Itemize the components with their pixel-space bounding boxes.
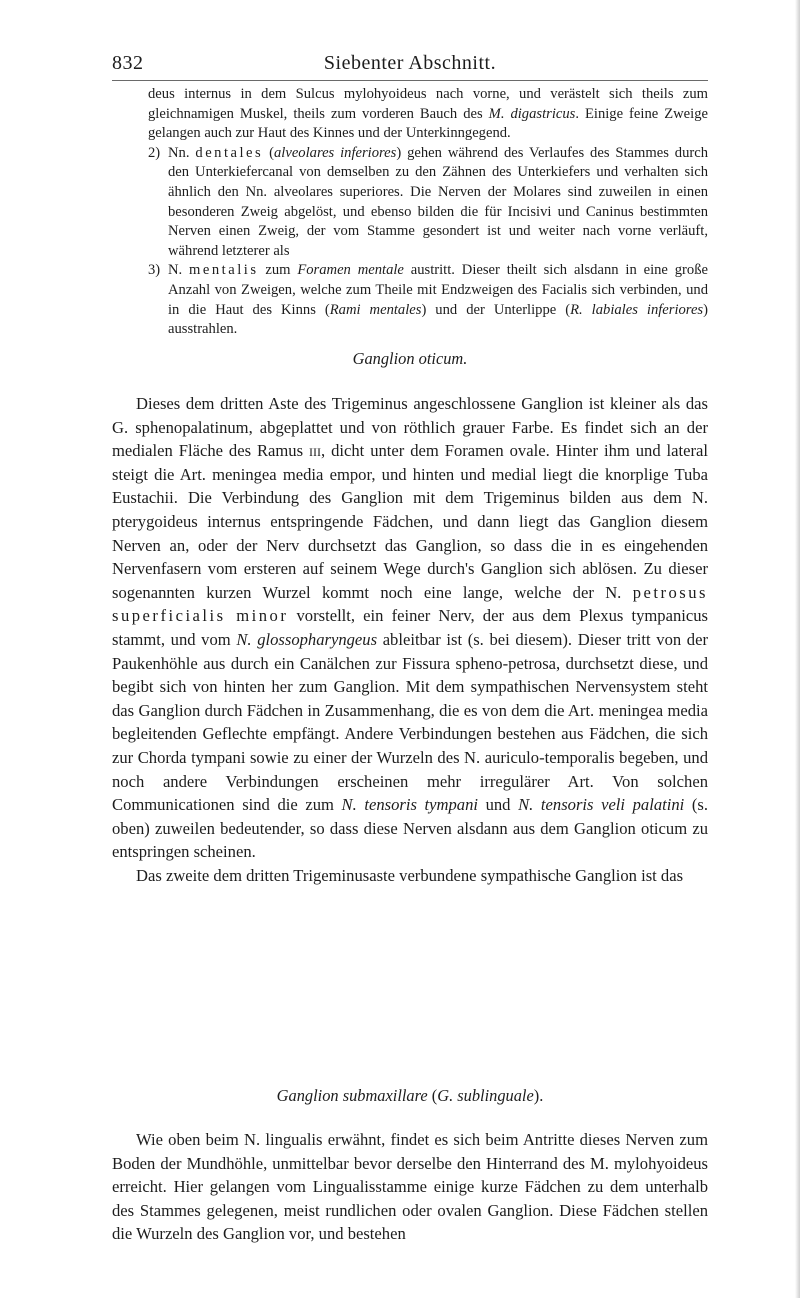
page-number: 832	[112, 52, 144, 74]
paragraph: Das zweite dem dritten Trigeminusaste verbundene sympathische Ganglion ist das	[136, 865, 684, 885]
list-item-mentalis: 3) N. mentalis zum Foramen mentale austritt. Dieser theilt sich alsdann in eine große Anzahl von Zweigen, welche zum Theile mit Endzweigen des Facialis sich verbinden, und in die Haut des Kinns (Rami mentales) und der Unterlippe (R. labiales inferiores) ausstrahlen.	[148, 262, 708, 338]
section-heading-ganglion-submaxillare: Ganglion submaxillare (G. sublinguale).	[276, 1086, 544, 1105]
paragraph: Wie oben beim N. lingualis erwähnt, findet es sich beim Antritte dieses Nerven zum Boden der Mundhöhle, unmittelbar bevor derselbe den Hinterrand des M. mylohyoideus erreicht. Hier gelangen vom Lingualisstamme einige kurze Fädchen zu dem unterhalb des Stammes gelegenen, meist rundlichen oder ovalen Ganglion. Diese Fädchen stellen die Wurzeln des Ganglion vor, und bestehen	[112, 1130, 708, 1244]
header-rule	[112, 80, 708, 81]
section-body-ganglion-submaxillare	[112, 1128, 708, 1246]
section-heading-ganglion-oticum: Ganglion oticum.	[352, 349, 468, 368]
continued-paragraph: deus internus in dem Sulcus mylohyoideus nach vorne, und verästelt sich theils zum gleichnamigen Muskel, theils zum vorderen Bauch des M. digastricus. Einige feine Zweige gelangen auch zur Haut des Kinnes und der Unterkinngegend.	[148, 86, 708, 142]
list-item-dentales: 2) Nn. dentales (alveolares inferiores) gehen während des Verlaufes des Stammes durch den Unterkiefercanal von demselben zu den Zähnen des Unterkiefers und verhalten sich ähnlich den Nn. alveolares superiores. Die Nerven der Molares sind zuweilen in einen besonderen Zweig abgelöst, und ebenso bilden die für Incisivi und Caninus bestimmten Nerven einen Zweig, der vom Stamme gesondert ist und weiter nach vorne verläuft, während letzterer als	[148, 144, 709, 259]
small-print-block	[148, 85, 708, 340]
item-number: 3)	[148, 262, 161, 279]
paragraph: Dieses dem dritten Aste des Trigeminus angeschlossene Ganglion ist kleiner als das G. sphenopalatinum, abgeplattet und von röthlich grauer Farbe. Es findet sich an der medialen Fläche des Ramus iii, dicht unter dem Foramen ovale. Hinter ihm und lateral steigt die Art. meningea media empor, und hinten und medial liegt die knorplige Tuba Eustachii. Die Verbindung des Ganglion mit dem Trigeminus bilden aus dem N. pterygoideus internus entspringende Fädchen, und dann liegt das Ganglion diesem Nerven an, oder der Nerv durchsetzt das Ganglion, so dass die in es eingehenden Nervenfasern vom ersteren auf seinem Wege durch's Ganglion sich ablösen. Zu dieser sogenannten kurzen Wurzel kommt noch eine lange, welche der N. petrosus superficialis minor vorstellt, ein feiner Nerv, der aus dem Plexus tympanicus stammt, und vom N. glossopharyngeus ableitbar ist (s. bei diesem). Dieser tritt von der Paukenhöhle aus durch ein Canälchen zur Fissura spheno-petrosa, durchsetzt diese, und begibt sich von hinten her zum Ganglion. Mit dem sympathischen Nervensystem steht das Ganglion durch Fädchen in Zusammenhang, die es von dem die Art. meningea media begleitenden Geflechte empfängt. Andere Verbindungen bestehen aus Fädchen, die sich zur Chorda tympani sowie zu einer der Wurzeln des N. auriculo-temporalis begeben, und noch andere Verbindungen erscheinen mehr irregulärer Art. Von solchen Communicationen sind die zum N. tensoris tympani und N. tensoris veli palatini (s. oben) zuweilen bedeutender, so dass diese Nerven alsdann aus dem Ganglion oticum zu entspringen scheinen.	[112, 394, 709, 862]
section-body-ganglion-oticum	[112, 392, 708, 887]
item-number: 2)	[148, 144, 161, 161]
running-title: Siebenter Abschnitt.	[323, 52, 497, 74]
running-header	[112, 52, 708, 82]
page-edge-shadow	[795, 0, 800, 1298]
